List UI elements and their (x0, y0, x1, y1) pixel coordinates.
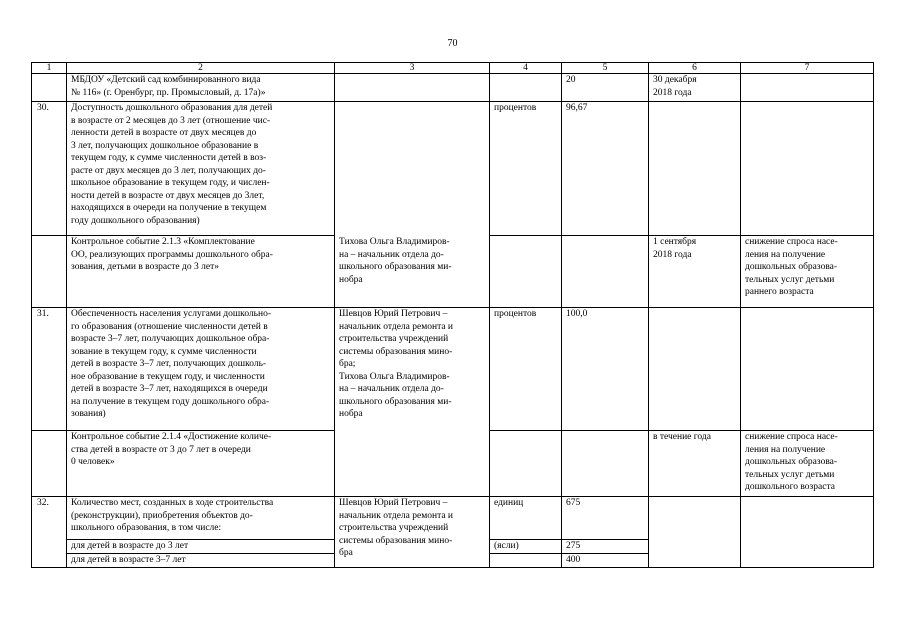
row-deadline: в течение года (653, 432, 711, 442)
row-unit: процентов (494, 309, 537, 319)
row-description: Контрольное событие 2.1.4 «Достижение количе- ства детей в возрасте от 3 до 7 лет в очереди 0 человек» (71, 432, 272, 467)
row-number: 31. (37, 309, 49, 319)
header-row (32, 63, 874, 74)
row-deadline: 30 декабря 2018 года (653, 75, 697, 98)
row-value: 100,0 (566, 309, 588, 319)
row-description: для детей в возрасте 3–7 лет (71, 555, 186, 565)
row-value: 275 (566, 541, 581, 551)
row-value: 400 (566, 555, 581, 565)
table-row (32, 497, 874, 540)
row-result: снижение спроса насе- ления на получение дошкольных образова- тельных услуг детьми раннего возраста (745, 237, 838, 297)
col-header: 1 (32, 63, 67, 74)
row-responsible: Тихова Ольга Владимиров- на – начальник отдела до- школьного образования ми- нобра (339, 237, 452, 285)
col-header: 2 (67, 63, 335, 74)
row-value: 675 (566, 498, 581, 508)
row-description: МБДОУ «Детский сад комбинированного вида № 116» (г. Оренбург, пр. Промысловый, д. 17а)» (71, 75, 266, 98)
row-description: Количество мест, созданных в ходе строительства (реконструкции), приобретения объектов до- школьного образования, в том числе: (71, 498, 274, 533)
row-unit: (ясли) (494, 541, 519, 551)
row-value: 20 (566, 75, 576, 85)
row-deadline: 1 сентября 2018 года (653, 237, 697, 260)
row-unit: единиц (494, 498, 524, 508)
col-header: 5 (562, 63, 649, 74)
page-number: 70 (447, 38, 458, 49)
row-description: для детей в возрасте до 3 лет (71, 541, 189, 551)
row-number: 32. (37, 498, 49, 508)
row-number: 30. (37, 103, 49, 113)
col-header: 7 (741, 63, 874, 74)
row-unit: процентов (494, 103, 537, 113)
row-responsible: Шевцов Юрий Петрович – начальник отдела ремонта и строительства учреждений системы образования мино- бра (339, 498, 454, 558)
row-description: Обеспеченность населения услугами дошкольно- го образования (отношение численности детей в возрасте 3–7 лет, получающих дошкольное обра- зование в текущем году, к сумме численности детей в возрасте 3–7 лет, получающих дошколь- ное образование в текущем году, и численности детей в возрасте 3–7 лет, находящихся в очереди на получение в текущем году дошкольного обра- зования) (71, 309, 272, 419)
table-row (32, 102, 874, 236)
row-result: снижение спроса насе- ления на получение дошкольных образова- тельных услуг детьми дошкольного возраста (745, 432, 838, 492)
col-header: 3 (335, 63, 490, 74)
table-row (32, 308, 874, 431)
row-description: Доступность дошкольного образования для детей в возрасте от 2 месяцев до 3 лет (отношение чис- ленности детей в возрасте от двух месяцев до 3 лет, получающих дошкольное образование в текущем году, к сумме численности детей в воз- расте от двух месяцев до 3 лет, получающих до- школьное образование в текущем году, и числен- ности детей в возрасте от двух месяцев до 3лет, находящихся в очереди на получение в текущем году дошкольного образования) (71, 103, 273, 226)
row-responsible: Шевцов Юрий Петрович – начальник отдела ремонта и строительства учреждений системы образования мино- бра; Тихова Ольга Владимиров- на – начальник отдела до- школьного образования ми- нобра (339, 309, 454, 419)
table-row (32, 74, 874, 102)
col-header: 4 (490, 63, 562, 74)
col-header: 6 (649, 63, 741, 74)
row-description: Контрольное событие 2.1.3 «Комплектование ОО, реализующих программы дошкольного обра- зования, детьми в возрасте до 3 лет» (71, 237, 273, 272)
plan-table (31, 62, 874, 568)
row-value: 96,67 (566, 103, 588, 113)
